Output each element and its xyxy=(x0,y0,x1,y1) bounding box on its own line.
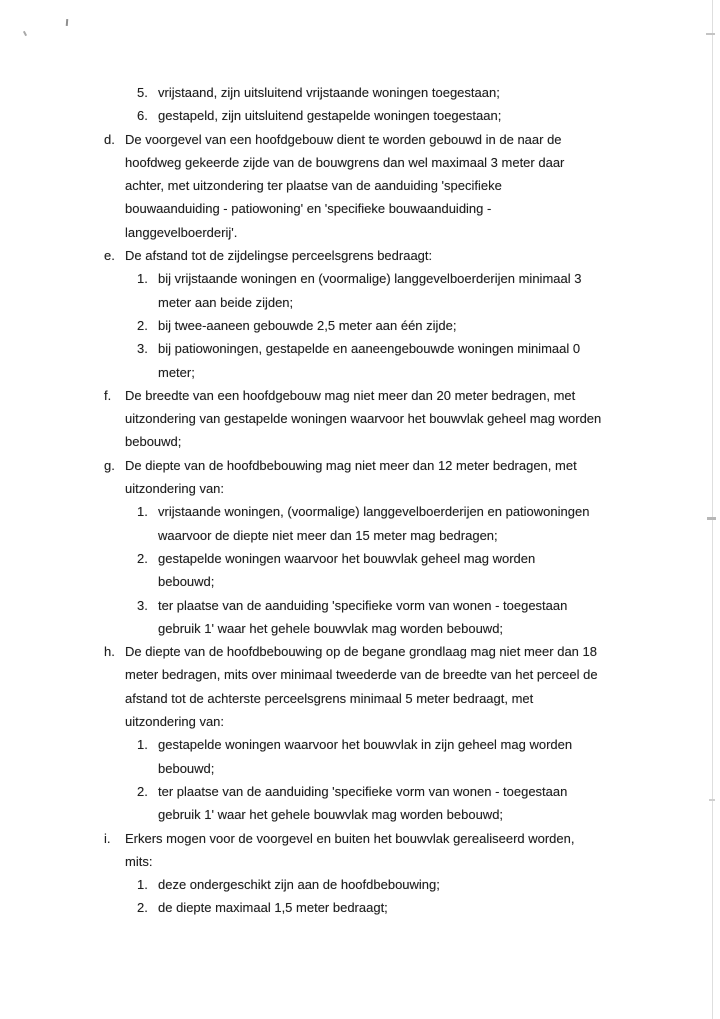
list-marker: i. xyxy=(104,830,111,846)
text-line: bouwaanduiding - patiowoning' en 'specifieke bouwaanduiding - xyxy=(125,201,492,217)
list-marker: 6. xyxy=(137,108,148,124)
text-line: gestapelde woningen waarvoor het bouwvlak geheel mag worden xyxy=(158,550,536,566)
list-marker: 1. xyxy=(137,737,148,753)
text-line: achter, met uitzondering ter plaatse van de aanduiding 'specifieke xyxy=(125,178,502,194)
text-line: hoofdweg gekeerde zijde van de bouwgrens dan wel maximaal 3 meter daar xyxy=(125,154,565,170)
list-marker: 1. xyxy=(137,504,148,520)
text-line: De diepte van de hoofdbebouwing mag niet meer dan 12 meter bedragen, met xyxy=(125,457,577,473)
text-line: bebouwd; xyxy=(158,574,215,590)
sub-item-e-2 xyxy=(137,314,720,337)
text-line: langgevelboerderij'. xyxy=(125,224,238,240)
list-marker: 1. xyxy=(137,877,148,893)
text-line: gestapeld, zijn uitsluitend gestapelde woningen toegestaan; xyxy=(158,108,502,124)
text-line: meter; xyxy=(158,364,195,380)
sub-item-g-2 xyxy=(137,547,720,594)
list-marker: d. xyxy=(104,131,115,147)
text-line: Erkers mogen voor de voorgevel en buiten het bouwvlak gerealiseerd worden, xyxy=(125,830,575,846)
sub-item-h-2 xyxy=(137,780,720,827)
sub-item-g-3 xyxy=(137,594,720,641)
text-line: uitzondering van gestapelde woningen waarvoor het bouwvlak geheel mag worden xyxy=(125,411,602,427)
scan-speck xyxy=(66,19,68,26)
list-item-i xyxy=(104,827,720,874)
text-line: bebouwd; xyxy=(158,760,215,776)
text-line: meter bedragen, mits over minimaal tweederde van de breedte van het perceel de xyxy=(125,667,598,683)
text-line: vrijstaande woningen, (voormalige) langgevelboerderijen en patiowoningen xyxy=(158,504,590,520)
list-marker: 2. xyxy=(137,550,148,566)
list-marker: 2. xyxy=(137,783,148,799)
text-line: bij twee-aaneen gebouwde 2,5 meter aan één zijde; xyxy=(158,317,457,333)
text-line: gestapelde woningen waarvoor het bouwvlak in zijn geheel mag worden xyxy=(158,737,573,753)
text-line: bij vrijstaande woningen en (voormalige) langgevelboerderijen minimaal 3 xyxy=(158,271,582,287)
list-item-g xyxy=(104,454,720,501)
document-content xyxy=(0,81,720,920)
text-line: De voorgevel van een hoofdgebouw dient te worden gebouwd in de naar de xyxy=(125,131,562,147)
sub-item-g-1 xyxy=(137,500,720,547)
text-line: uitzondering van: xyxy=(125,481,225,497)
list-marker: f. xyxy=(104,387,112,403)
list-marker: 3. xyxy=(137,597,148,613)
text-line: De breedte van een hoofdgebouw mag niet meer dan 20 meter bedragen, met xyxy=(125,387,576,403)
text-line: bij patiowoningen, gestapelde en aaneengebouwde woningen minimaal 0 xyxy=(158,341,581,357)
text-line: De afstand tot de zijdelingse perceelsgrens bedraagt: xyxy=(125,248,433,264)
text-line: De diepte van de hoofdbebouwing op de begane grondlaag mag niet meer dan 18 xyxy=(125,644,597,660)
page-edge-tick xyxy=(706,33,715,35)
sub-item-e-3 xyxy=(137,337,720,384)
list-marker: 2. xyxy=(137,900,148,916)
list-item-h xyxy=(104,640,720,733)
text-line: ter plaatse van de aanduiding 'specifieke vorm van wonen - toegestaan xyxy=(158,597,568,613)
text-line: ter plaatse van de aanduiding 'specifieke vorm van wonen - toegestaan xyxy=(158,783,568,799)
list-marker: 1. xyxy=(137,271,148,287)
list-item-5 xyxy=(137,81,720,104)
list-item-f xyxy=(104,384,720,454)
list-marker: 3. xyxy=(137,341,148,357)
list-item-e xyxy=(104,244,720,267)
sub-item-i-2 xyxy=(137,896,720,919)
text-line: de diepte maximaal 1,5 meter bedraagt; xyxy=(158,900,388,916)
sub-item-e-1 xyxy=(137,267,720,314)
text-line: afstand tot de achterste perceelsgrens minimaal 5 meter bedraagt, met xyxy=(125,690,534,706)
text-line: gebruik 1' waar het gehele bouwvlak mag worden bebouwd; xyxy=(158,807,504,823)
text-line: uitzondering van: xyxy=(125,714,225,730)
list-marker: h. xyxy=(104,644,115,660)
text-line: deze ondergeschikt zijn aan de hoofdbebouwing; xyxy=(158,877,440,893)
list-marker: g. xyxy=(104,457,115,473)
text-line: gebruik 1' waar het gehele bouwvlak mag worden bebouwd; xyxy=(158,620,504,636)
sub-item-i-1 xyxy=(137,873,720,896)
list-item-6 xyxy=(137,104,720,127)
sub-item-h-1 xyxy=(137,733,720,780)
scan-speck xyxy=(23,31,27,36)
text-line: waarvoor de diepte niet meer dan 15 meter mag bedragen; xyxy=(158,527,498,543)
text-line: meter aan beide zijden; xyxy=(158,294,294,310)
text-line: mits: xyxy=(125,853,153,869)
list-marker: e. xyxy=(104,248,115,264)
list-item-d xyxy=(104,128,720,244)
list-marker: 5. xyxy=(137,85,148,100)
text-line: bebouwd; xyxy=(125,434,182,450)
list-marker: 2. xyxy=(137,317,148,333)
text-line: vrijstaand, zijn uitsluitend vrijstaande woningen toegestaan; xyxy=(158,85,500,100)
